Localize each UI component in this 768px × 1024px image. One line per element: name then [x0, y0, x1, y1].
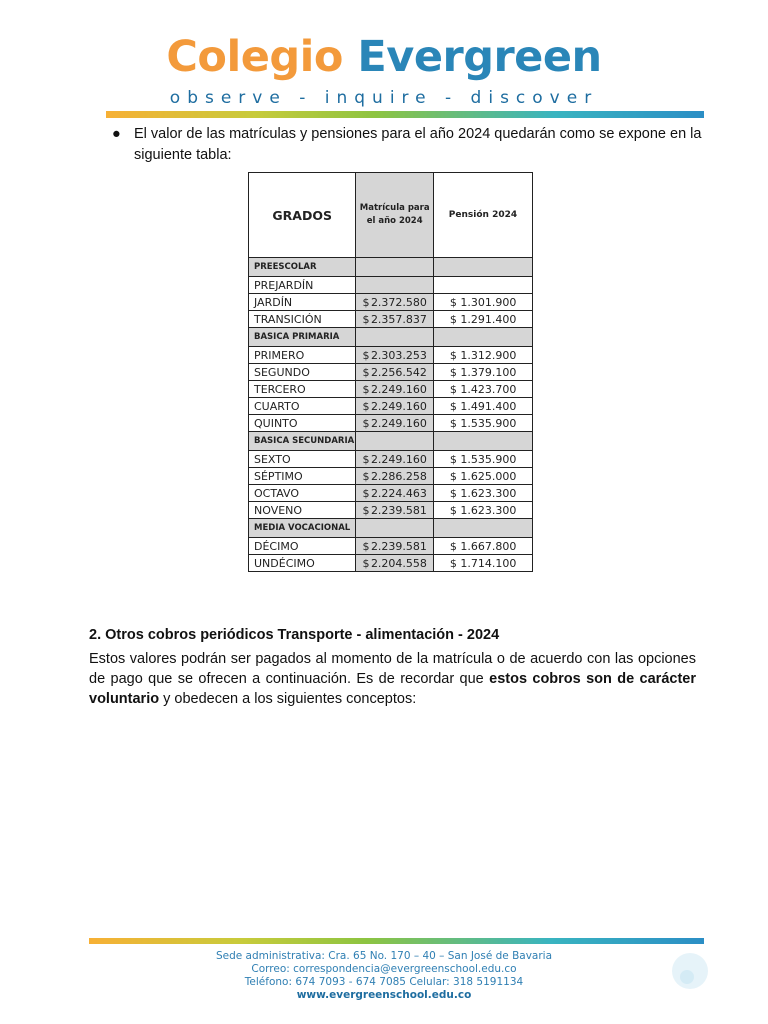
- paragraph-text-1: Estos valores podrán ser pagados al momento de la matrícula o de acuerdo con las opciones de pago que se ofrecen a continuación. Es de recordar que: [89, 651, 696, 687]
- matricula-cell: [356, 468, 433, 485]
- pension-cell: $ 1.379.100: [433, 364, 532, 381]
- section-empty-cell: [356, 432, 433, 451]
- footer-email: Correo: correspondencia@evergreenschool.edu.co: [251, 963, 517, 975]
- footer-contact: [0, 950, 768, 1002]
- grado-cell: TERCERO: [249, 381, 356, 398]
- matricula-cell: [356, 277, 433, 294]
- matricula-value: 2.357.837: [370, 312, 427, 326]
- grado-cell: NOVENO: [249, 502, 356, 519]
- table-row: [249, 277, 533, 294]
- section-label: BASICA PRIMARIA: [249, 328, 356, 347]
- pension-cell: $ 1.667.800: [433, 538, 532, 555]
- school-logo: [0, 32, 768, 82]
- footer-address: Sede administrativa: Cra. 65 No. 170 – 40 – San José de Bavaria: [215, 950, 553, 962]
- section-empty-cell: [356, 519, 433, 538]
- matricula-cell: [356, 415, 433, 432]
- grado-cell: QUINTO: [249, 415, 356, 432]
- header-gradient-bar: [106, 111, 704, 118]
- matricula-cell: [356, 311, 433, 328]
- logo-tagline: observe - inquire - discover: [169, 88, 599, 108]
- section-empty-cell: [433, 328, 532, 347]
- grado-cell: SEXTO: [249, 451, 356, 468]
- matricula-cell: [356, 364, 433, 381]
- table-row: [249, 502, 533, 519]
- section-label: BASICA SECUNDARIA: [249, 432, 356, 451]
- footer-website-link[interactable]: www.evergreenschool.edu.co: [296, 989, 472, 1001]
- grado-cell: PRIMERO: [249, 347, 356, 364]
- footer-gradient-bar: [89, 938, 704, 944]
- matricula-cell: [356, 538, 433, 555]
- matricula-value: 2.303.253: [370, 348, 427, 362]
- section-empty-cell: [356, 328, 433, 347]
- matricula-cell: [356, 451, 433, 468]
- pension-cell: $ 1.625.000: [433, 468, 532, 485]
- section-2-title: 2. Otros cobros periódicos Transporte - alimentación - 2024: [89, 627, 500, 643]
- matricula-value: 2.239.581: [370, 539, 427, 553]
- grado-cell: JARDÍN: [249, 294, 356, 311]
- table-section-row: [249, 519, 533, 538]
- pension-cell: $ 1.535.900: [433, 451, 532, 468]
- table-section-row: [249, 432, 533, 451]
- currency-symbol: $: [362, 452, 370, 466]
- pension-cell: $ 1.291.400: [433, 311, 532, 328]
- section-empty-cell: [433, 519, 532, 538]
- matricula-value: 2.224.463: [370, 486, 427, 500]
- matricula-cell: [356, 555, 433, 572]
- table-section-row: [249, 258, 533, 277]
- currency-symbol: $: [362, 556, 370, 570]
- table-row: [249, 485, 533, 502]
- pension-cell: $ 1.423.700: [433, 381, 532, 398]
- logo-word-colegio: Colegio: [166, 32, 343, 82]
- grado-cell: SEGUNDO: [249, 364, 356, 381]
- grado-cell: PREJARDÍN: [249, 277, 356, 294]
- section-empty-cell: [433, 432, 532, 451]
- matricula-value: 2.256.542: [370, 365, 427, 379]
- currency-symbol: $: [362, 539, 370, 553]
- table-row: [249, 451, 533, 468]
- grado-cell: DÉCIMO: [249, 538, 356, 555]
- currency-symbol: $: [362, 399, 370, 413]
- currency-symbol: $: [362, 365, 370, 379]
- grado-cell: TRANSICIÓN: [249, 311, 356, 328]
- header-grados: GRADOS: [249, 173, 356, 258]
- table-row: [249, 538, 533, 555]
- matricula-value: 2.204.558: [370, 556, 427, 570]
- table-row: [249, 415, 533, 432]
- table-row: [249, 311, 533, 328]
- matricula-cell: [356, 347, 433, 364]
- table-row: [249, 381, 533, 398]
- table-row: [249, 555, 533, 572]
- matricula-cell: [356, 485, 433, 502]
- bullet-icon: ●: [112, 126, 121, 142]
- currency-symbol: $: [362, 382, 370, 396]
- table-row: [249, 398, 533, 415]
- section-label: PREESCOLAR: [249, 258, 356, 277]
- pension-cell: $ 1.301.900: [433, 294, 532, 311]
- grado-cell: CUARTO: [249, 398, 356, 415]
- pension-cell: $ 1.623.300: [433, 502, 532, 519]
- section-2-paragraph: [89, 649, 696, 709]
- currency-symbol: $: [362, 348, 370, 362]
- currency-symbol: $: [362, 416, 370, 430]
- header-matricula: Matrícula para el año 2024: [356, 173, 433, 258]
- currency-symbol: $: [362, 312, 370, 326]
- table-row: [249, 364, 533, 381]
- currency-symbol: $: [362, 469, 370, 483]
- matricula-value: 2.249.160: [370, 382, 427, 396]
- matricula-cell: [356, 381, 433, 398]
- matricula-value: 2.239.581: [370, 503, 427, 517]
- matricula-cell: [356, 502, 433, 519]
- pension-cell: $ 1.623.300: [433, 485, 532, 502]
- intro-text: El valor de las matrículas y pensiones para el año 2024 quedarán como se expone en la siguiente tabla:: [134, 126, 702, 163]
- paragraph-text-2: y obedecen a los siguientes conceptos:: [159, 691, 417, 707]
- matricula-value: 2.372.580: [370, 295, 427, 309]
- pension-cell: [433, 277, 532, 294]
- matricula-value: 2.249.160: [370, 399, 427, 413]
- table-section-row: [249, 328, 533, 347]
- table-row: [249, 294, 533, 311]
- section-empty-cell: [356, 258, 433, 277]
- paragraph-bold-text: estos cobros son de carácter voluntario: [89, 671, 696, 707]
- matricula-value: 2.286.258: [370, 469, 427, 483]
- tuition-table: [248, 172, 533, 568]
- pension-cell: $ 1.491.400: [433, 398, 532, 415]
- grado-cell: OCTAVO: [249, 485, 356, 502]
- matricula-cell: [356, 294, 433, 311]
- matricula-value: 2.249.160: [370, 416, 427, 430]
- table-row: [249, 468, 533, 485]
- table-row: [249, 347, 533, 364]
- currency-symbol: $: [362, 295, 370, 309]
- pension-cell: $ 1.535.900: [433, 415, 532, 432]
- matricula-cell: [356, 398, 433, 415]
- header-pension: Pensión 2024: [433, 173, 532, 258]
- pension-cell: $ 1.312.900: [433, 347, 532, 364]
- currency-symbol: $: [362, 486, 370, 500]
- table-header-row: [249, 173, 533, 258]
- section-empty-cell: [433, 258, 532, 277]
- section-label: MEDIA VOCACIONAL: [249, 519, 356, 538]
- grado-cell: SÉPTIMO: [249, 468, 356, 485]
- matricula-value: 2.249.160: [370, 452, 427, 466]
- grado-cell: UNDÉCIMO: [249, 555, 356, 572]
- currency-symbol: $: [362, 503, 370, 517]
- pension-cell: $ 1.714.100: [433, 555, 532, 572]
- footer-phone: Teléfono: 674 7093 - 674 7085 Celular: 318 5191134: [244, 976, 524, 988]
- logo-word-evergreen: Evergreen: [357, 32, 602, 82]
